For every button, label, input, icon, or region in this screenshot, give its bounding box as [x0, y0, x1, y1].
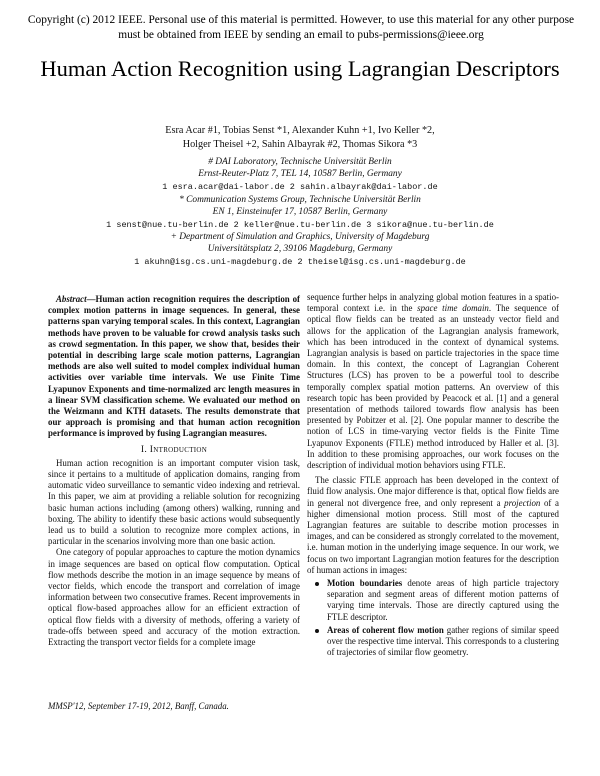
abstract-lead: Abstract [56, 294, 87, 304]
right-paragraph-2 [307, 475, 559, 576]
intro-paragraph-2: One category of popular approaches to capture the motion dynamics in image sequences are based on optical flow computation. Optical flow methods describe the motion in an image sequence by means of vector fields, which encode the transport and correlation of image information between two consecutive frames. Recent improvements in optical flow-based approaches allow for an efficient extraction of optical flow fields with a diversity of methods, offering a variety of trade-offs between speed and accuracy of the motion extraction. Extracting the transport vector fields for a complete image [48, 547, 300, 648]
author-line-2: Holger Theisel +2, Sahin Albayrak #2, Thomas Sikora *3 [182, 139, 418, 150]
text-run: The classic FTLE approach has been developed in the context of fluid flow analysis. One major difference is that, optical flow fields are in general not divergence free, and only represent a [307, 475, 559, 508]
list-item [327, 625, 559, 659]
list-item-head: Areas of coherent flow motion [327, 624, 444, 635]
section-heading-introduction: I. Introduction [140, 443, 208, 455]
conference-footer: MMSP'12, September 17-19, 2012, Banff, Canada. [48, 701, 229, 711]
author-line-1: Esra Acar #1, Tobias Senst *1, Alexander Kuhn +1, Ivo Keller *2, [165, 125, 435, 136]
list-item-head: Motion boundaries [327, 578, 403, 589]
affiliation-emails: 1 senst@nue.tu-berlin.de 2 keller@nue.tu-berlin.de 3 sikora@nue.tu-berlin.de [106, 219, 494, 230]
affiliation-emails: 1 esra.acar@dai-labor.de 2 sahin.albayrak@dai-labor.de [162, 181, 438, 192]
list-item [327, 578, 559, 623]
affiliation-address: Universitätsplatz 2, 39106 Magdeburg, Germany [207, 244, 393, 255]
affiliation-address: EN 1, Einsteinufer 17, 10587 Berlin, Germany [212, 207, 388, 218]
paper-title: Human Action Recognition using Lagrangian Descriptors [40, 56, 560, 81]
affiliation-name: # DAI Laboratory, Technische Universität Berlin [208, 157, 392, 167]
emphasis-run: space time domain [417, 303, 489, 314]
affiliation-address: Ernst-Reuter-Platz 7, TEL 14, 10587 Berlin, Germany [198, 169, 402, 180]
abstract [48, 294, 300, 440]
right-paragraph-1 [307, 292, 559, 471]
abstract-text: —Human action recognition requires the description of complex motion patterns in image sequences. In general, these patterns span varying temporal scales. In this context, Lagrangian methods have proven to be valuable for crowd analysis tasks such as crowd segmentation. In this paper, we show that, besides their potential in describing large scale motion patterns, Lagrangian methods are also well suited to model complex individual human activities over variable time intervals. We use Finite Time Lyapunov Exponents and time-normalized arc length measures in a linear SVM classification scheme. We evaluated our method on the Weizmann and KTH datasets. The results demonstrate that our approach is promising and that human action recognition performance is improved by fusing Lagrangian measures. [48, 294, 300, 439]
emphasis-run: projection [504, 497, 541, 508]
list-item-text: gather regions of similar speed over the respective time interval. This corresponds to a clustering of trajectories of similar flow geometry. [327, 624, 559, 658]
feature-list [307, 578, 559, 658]
author-list [40, 124, 560, 152]
text-run: sequence further helps in analyzing global motion features in a spatio-temporal context i.e. in the [307, 292, 559, 314]
left-column [48, 294, 300, 648]
list-item-text: denote areas of high particle trajectory separation and segment areas of different motion patterns of varying time intervals. Those are directly captured using the FTLE descriptor. [327, 578, 559, 622]
affiliation-emails: 1 akuhn@isg.cs.uni-magdeburg.de 2 theisel@isg.cs.uni-magdeburg.de [134, 256, 466, 267]
affiliation-nue [40, 194, 560, 231]
text-run: . The sequence of optical flow fields can be treated as an unsteady vector field and allows for the application of the Lagrangian analysis framework, which has been introduced in the context of dynamical systems. Lagrangian analysis is based on particle trajectories in the space time domain. In this context, the concept of Lagrangian Coherent Structures (LCS) has proven to be a powerful tool to describe temporally complex spatial motion patterns. An overview of this research topic has been provided by Peacock et al. [1] and a general presentation of methods tailored towards flow analysis has been presented by Pobitzer et al. [2]. One popular manner to describe the notion of LCS in time-varying vector fields is the Finite Time Lyapunov Exponents (FTLE) method introduced by Haller et al. [3]. In addition to these promising approaches, our work focuses on the description of individual motion behaviors using FTLE. [307, 303, 559, 471]
affiliation-name: * Communication Systems Group, Technische Universität Berlin [179, 195, 421, 205]
text-run: of a higher dimensional motion process. Still most of the captured Lagrangian features are suitable to describe motion processes in images, and can be considered as strongly correlated to the movement, i.e. human motion in the underlying image sequence. In our work, we focus on two important Lagrangian motion features for the description of human actions in images: [307, 497, 559, 575]
copyright-notice: Copyright (c) 2012 IEEE. Personal use of this material is permitted. However, to use this material for any other purpose must be obtained from IEEE by sending an email to pubs-permissions@ieee.org [27, 14, 575, 41]
affiliation-name: + Department of Simulation and Graphics, University of Magdeburg [170, 232, 430, 242]
affiliation-dai [40, 156, 560, 193]
intro-paragraph-1: Human action recognition is an important computer vision task, since it pertains to a multitude of application domains, ranging from automatic video surveillance to semantic video indexing and retrieval. In this paper, we aim at providing a reliable solution for recognizing basic human actions including (among others) walking, running and boxing. The ability to identify these basic actions would subsequently lead us to build a solution to recognize more complex actions, in particular in the scenarios involving more than one basic action. [48, 457, 300, 547]
affiliation-magdeburg [40, 231, 560, 268]
right-column [307, 292, 559, 661]
